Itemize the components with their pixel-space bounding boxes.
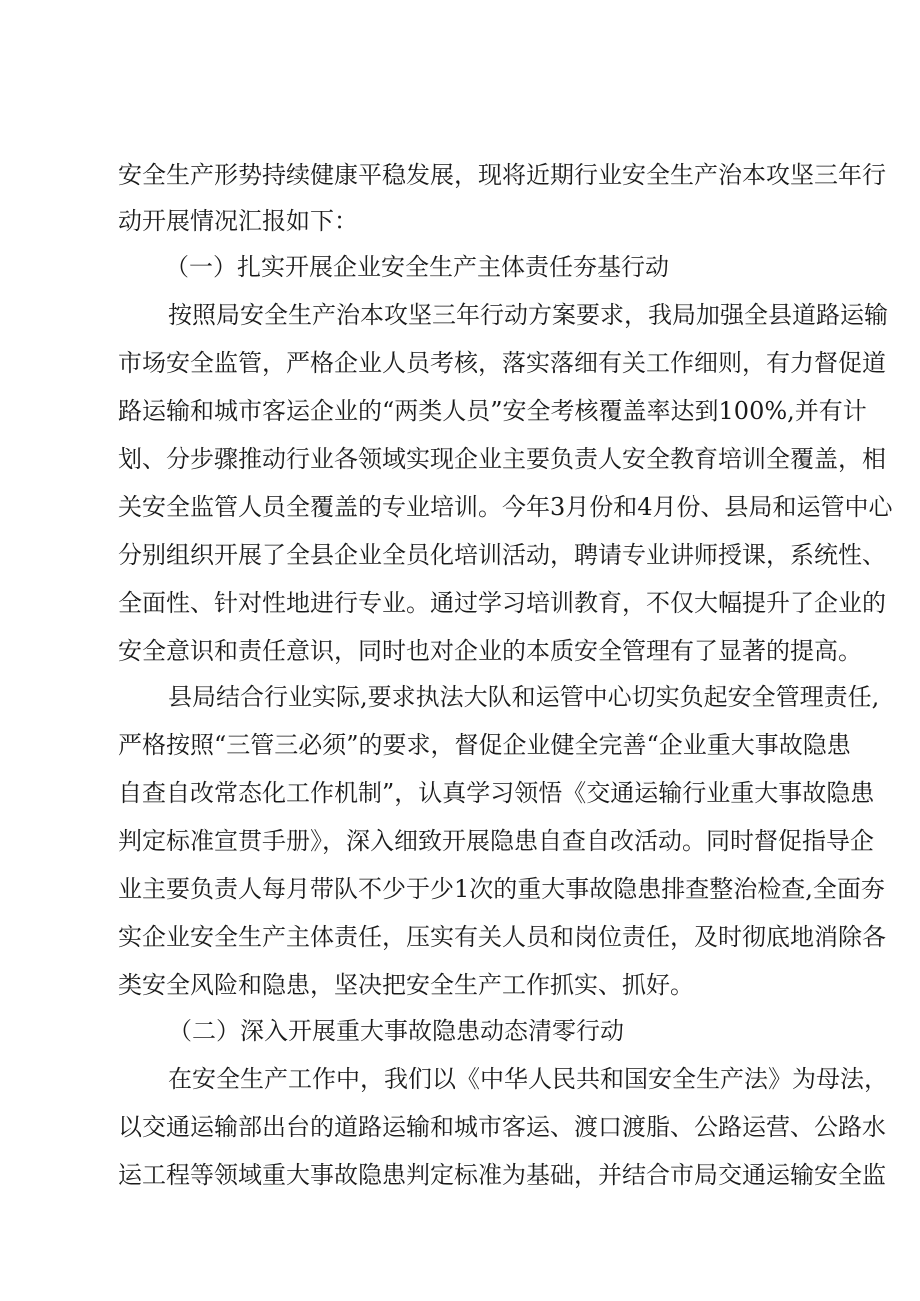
section-heading: （二）深入开展重大事故隐患动态清零行动 (168, 1017, 624, 1045)
paragraph-line: 按照局安全生产治本攻坚三年行动方案要求，我局加强全县道路运输 (168, 301, 888, 329)
paragraph-line: 运工程等领域重大事故隐患判定标准为基础，并结合市局交通运输安全监 (118, 1161, 886, 1189)
paragraph-line: 全面性、针对性地进行专业。通过学习培训教育，不仅大幅提升了企业的 (118, 589, 886, 617)
paragraph-line: 路运输和城市客运企业的“两类人员”安全考核覆盖率达到100%,并有计 (118, 397, 867, 425)
paragraph-line: 以交通运输部出台的道路运输和城市客运、渡口渡脂、公路运营、公路水 (118, 1113, 886, 1141)
paragraph-line: 划、分步骤推动行业各领域实现企业主要负责人安全教育培训全覆盖，相 (118, 445, 886, 473)
paragraph-line: 业主要负责人每月带队不少于少1次的重大事故隐患排查整治检查,全面夯 (118, 875, 885, 903)
paragraph-line: 关安全监管人员全覆盖的专业培训。今年3月份和4月份、县局和运管中心 (118, 493, 893, 521)
paragraph-line: 类安全风险和隐患，坚决把安全生产工作抓实、抓好。 (118, 971, 694, 999)
section-heading: （一）扎实开展企业安全生产主体责任夯基行动 (165, 253, 669, 281)
paragraph-line: 县局结合行业实际,要求执法大队和运管中心切实负起安全管理责任, (168, 683, 880, 711)
paragraph-line: 安全意识和责任意识，同时也对企业的本质安全管理有了显著的提高。 (118, 637, 862, 665)
paragraph-line: 安全生产形势持续健康平稳发展，现将近期行业安全生产治本攻坚三年行 (118, 161, 886, 189)
paragraph-line: 市场安全监管，严格企业人员考核，落实落细有关工作细则，有力督促道 (118, 349, 886, 377)
paragraph-line: 在安全生产工作中，我们以《中华人民共和国安全生产法》为母法， (168, 1065, 888, 1093)
paragraph-line: 实企业安全生产主体责任，压实有关人员和岗位责任，及时彻底地消除各 (118, 923, 886, 951)
paragraph-line: 动开展情况汇报如下： (118, 207, 358, 235)
paragraph-line: 判定标准宣贯手册》，深入细致开展隐患自查自改活动。同时督促指导企 (118, 827, 874, 855)
paragraph-line: 分别组织开展了全县企业全员化培训活动，聘请专业讲师授课，系统性、 (118, 541, 886, 569)
paragraph-line: 自查自改常态化工作机制”，认真学习领悟《交通运输行业重大事故隐患 (118, 779, 875, 807)
paragraph-line: 严格按照“三管三必须”的要求，督促企业健全完善“企业重大事故隐患 (118, 731, 851, 759)
